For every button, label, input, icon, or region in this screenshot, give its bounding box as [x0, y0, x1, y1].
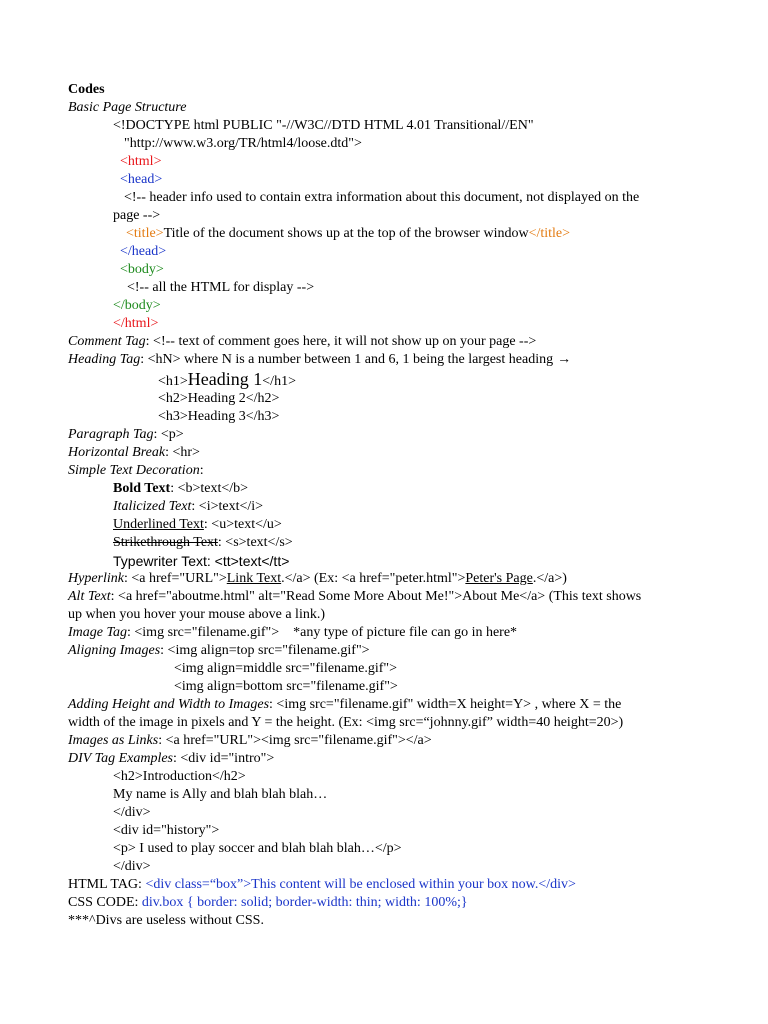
strike-code: : <s>text</s> [217, 535, 293, 550]
alt-text-line2: up when you hover your mouse above a link.) [68, 607, 325, 622]
images-as-links-line [68, 732, 432, 750]
div-close2: </div> [113, 859, 151, 874]
strike-example [113, 534, 293, 552]
arrow-right-icon: → [557, 352, 572, 367]
title-open-tag: <title> [126, 226, 164, 241]
comment-tag-label: Comment Tag [68, 334, 146, 349]
div-history-code: <div id="history"> [113, 823, 220, 838]
typewriter-example [113, 552, 289, 570]
html-tag-code: <div class=“box”>This content will be enclosed within your box now.</div> [145, 877, 576, 892]
html-tag-line [68, 876, 576, 894]
h3-example: <h3>Heading 3</h3> [158, 409, 280, 424]
hyperlink-post: .</a>) [532, 571, 567, 586]
head-close-tag: </head> [120, 244, 167, 259]
div-examples-label: DIV Tag Examples [68, 751, 173, 766]
heading-tag-label: Heading Tag [68, 352, 141, 367]
heading-tag-text: : <hN> where N is a number between 1 and 6, 1 being the largest heading [140, 352, 554, 367]
typewriter-label: Typewriter Text [113, 553, 207, 569]
h1-open: <h1> [158, 374, 188, 389]
align-top-line [68, 642, 370, 660]
hr-tag-text: : <hr> [165, 445, 200, 460]
hyperlink-label: Hyperlink [68, 571, 124, 586]
underline-example [113, 516, 282, 534]
align-top-code: : <img align=top src="filename.gif"> [160, 643, 370, 658]
italic-example [113, 498, 263, 516]
hyperlink-mid: .</a> (Ex: <a href="peter.html"> [281, 571, 466, 586]
title-close-tag: </title> [528, 226, 571, 241]
header-comment-line1: <!-- header info used to contain extra information about this document, not displayed on the [124, 190, 640, 205]
hr-tag-label: Horizontal Break [68, 445, 166, 460]
align-bottom-code: <img align=bottom src="filename.gif"> [174, 679, 398, 694]
html-tag-label: HTML TAG: [68, 877, 146, 892]
css-code-text: div.box { border: solid; border-width: thin; width: 100%;} [141, 895, 468, 910]
body-comment: <!-- all the HTML for display --> [127, 280, 315, 295]
h2-example: <h2>Heading 2</h2> [158, 391, 280, 406]
header-comment-line2: page --> [113, 208, 161, 223]
css-code-line [68, 894, 468, 912]
images-as-links-label: Images as Links [68, 733, 159, 748]
h1-close: </h1> [262, 374, 296, 389]
basic-structure-heading: Basic Page Structure [68, 100, 187, 115]
heading-tag-line [68, 351, 571, 369]
underline-code: : <u>text</u> [203, 517, 282, 532]
italic-code: : <i>text</i> [191, 499, 264, 514]
body-open-tag: <body> [120, 262, 164, 277]
comment-tag-text: : <!-- text of comment goes here, it will not show up on your page --> [145, 334, 537, 349]
images-as-links-code: : <a href="URL"><img src="filename.gif"></a> [158, 733, 432, 748]
peters-page-sample: Peter's Page [465, 571, 533, 586]
typewriter-code: : <tt>text</tt> [206, 553, 290, 569]
doctype-line: <!DOCTYPE html PUBLIC "-//W3C//DTD HTML 4.01 Transitional//EN" [113, 118, 534, 133]
title-line [126, 225, 570, 243]
comment-tag-line [68, 333, 536, 351]
italic-label: Italicized Text [113, 499, 192, 514]
underline-label: Underlined Text [113, 517, 204, 532]
paragraph-tag-label: Paragraph Tag [68, 427, 154, 442]
decoration-label: Simple Text Decoration [68, 463, 200, 478]
div-name-code: My name is Ally and blah blah blah… [113, 787, 328, 802]
hyperlink-line [68, 570, 567, 588]
bold-code: : <b>text</b> [170, 481, 249, 496]
doc-title: Codes [68, 82, 105, 97]
link-text-sample: Link Text [226, 571, 282, 586]
decoration-line [68, 462, 204, 480]
alt-text-code: : <a href="aboutme.html" alt="Read Some More About Me!">About Me</a> (This text shows [110, 589, 642, 604]
h1-sample-text: Heading 1 [187, 369, 263, 389]
alt-text-line1 [68, 588, 641, 606]
paragraph-tag-text: : <p> [153, 427, 184, 442]
head-open-tag: <head> [120, 172, 163, 187]
div-examples-line [68, 750, 274, 768]
body-close-tag: </body> [113, 298, 161, 313]
alt-text-label: Alt Text [68, 589, 111, 604]
image-tag-line [68, 624, 517, 642]
html-close-tag: </html> [113, 316, 159, 331]
hr-tag-line [68, 444, 200, 462]
div-h2-code: <h2>Introduction</h2> [113, 769, 246, 784]
size-line1 [68, 696, 621, 714]
align-label: Aligning Images [68, 643, 161, 658]
dtd-line: "http://www.w3.org/TR/html4/loose.dtd"> [124, 136, 362, 151]
bold-example [113, 480, 248, 498]
html-open-tag: <html> [120, 154, 162, 169]
h1-example [158, 369, 296, 392]
size-line2: width of the image in pixels and Y = the height. (Ex: <img src=“johnny.gif” width=40 height=20>) [68, 715, 624, 730]
css-code-label: CSS CODE: [68, 895, 142, 910]
image-tag-text: : <img src="filename.gif"> *any type of picture file can go in here* [127, 625, 518, 640]
image-tag-label: Image Tag [68, 625, 127, 640]
decoration-colon: : [199, 463, 204, 478]
bold-label: Bold Text [113, 481, 171, 496]
title-text: Title of the document shows up at the top of the browser window [163, 226, 529, 241]
size-code: : <img src="filename.gif" width=X height=Y> , where X = the [269, 697, 622, 712]
size-label: Adding Height and Width to Images [68, 697, 270, 712]
div-intro-code: : <div id="intro"> [173, 751, 275, 766]
strike-label: Strikethrough Text [113, 535, 218, 550]
div-p-code: <p> I used to play soccer and blah blah blah…</p> [113, 841, 402, 856]
paragraph-tag-line [68, 426, 184, 444]
hyperlink-pre: : <a href="URL"> [123, 571, 227, 586]
divs-note: ***^Divs are useless without CSS. [68, 913, 264, 928]
align-middle-code: <img align=middle src="filename.gif"> [174, 661, 398, 676]
div-close1: </div> [113, 805, 151, 820]
